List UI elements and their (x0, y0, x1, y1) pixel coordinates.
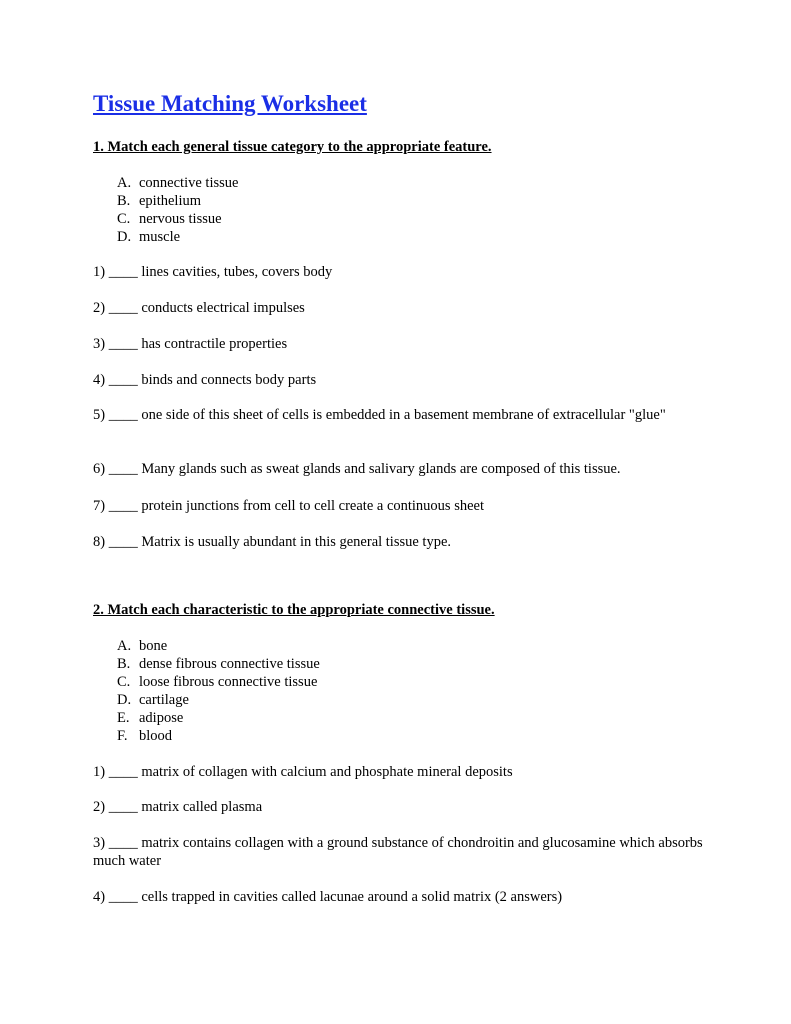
option-item: A. connective tissue (117, 175, 239, 191)
question-item: 4) ____ cells trapped in cavities called lacunae around a solid matrix (2 answers) (93, 889, 563, 905)
option-item: F. blood (117, 728, 173, 744)
option-item: D. muscle (117, 229, 181, 245)
option-item: D. cartilage (117, 692, 189, 708)
section2-options-list (117, 637, 320, 745)
question-item: 6) ____ Many glands such as sweat glands and salivary glands are composed of this tissue. (93, 461, 621, 477)
option-item: C. nervous tissue (117, 211, 222, 227)
question-item: 3) ____ matrix contains collagen with a ground substance of chondroitin and glucosamine which absorbs much water (93, 835, 703, 869)
question-item: 3) ____ has contractile properties (93, 336, 288, 352)
page-title: Tissue Matching Worksheet (93, 91, 367, 116)
section1-heading: 1. Match each general tissue category to the appropriate feature. (93, 139, 492, 155)
option-item: E. adipose (117, 710, 184, 726)
option-item: A. bone (117, 638, 168, 654)
option-item: C. loose fibrous connective tissue (117, 674, 318, 690)
question-item: 5) ____ one side of this sheet of cells is embedded in a basement membrane of extracellular "glue" (93, 407, 666, 423)
question-item: 2) ____ conducts electrical impulses (93, 300, 305, 316)
option-item: B. epithelium (117, 193, 202, 209)
question-item: 4) ____ binds and connects body parts (93, 372, 317, 388)
question-item: 7) ____ protein junctions from cell to cell create a continuous sheet (93, 498, 484, 514)
question-item: 8) ____ Matrix is usually abundant in this general tissue type. (93, 534, 452, 550)
section1-options-list (117, 174, 238, 246)
section2-heading: 2. Match each characteristic to the appropriate connective tissue. (93, 602, 495, 618)
question-item: 2) ____ matrix called plasma (93, 799, 263, 815)
option-item: B. dense fibrous connective tissue (117, 656, 320, 672)
question-item: 1) ____ lines cavities, tubes, covers body (93, 264, 333, 280)
question-item: 1) ____ matrix of collagen with calcium and phosphate mineral deposits (93, 764, 513, 780)
